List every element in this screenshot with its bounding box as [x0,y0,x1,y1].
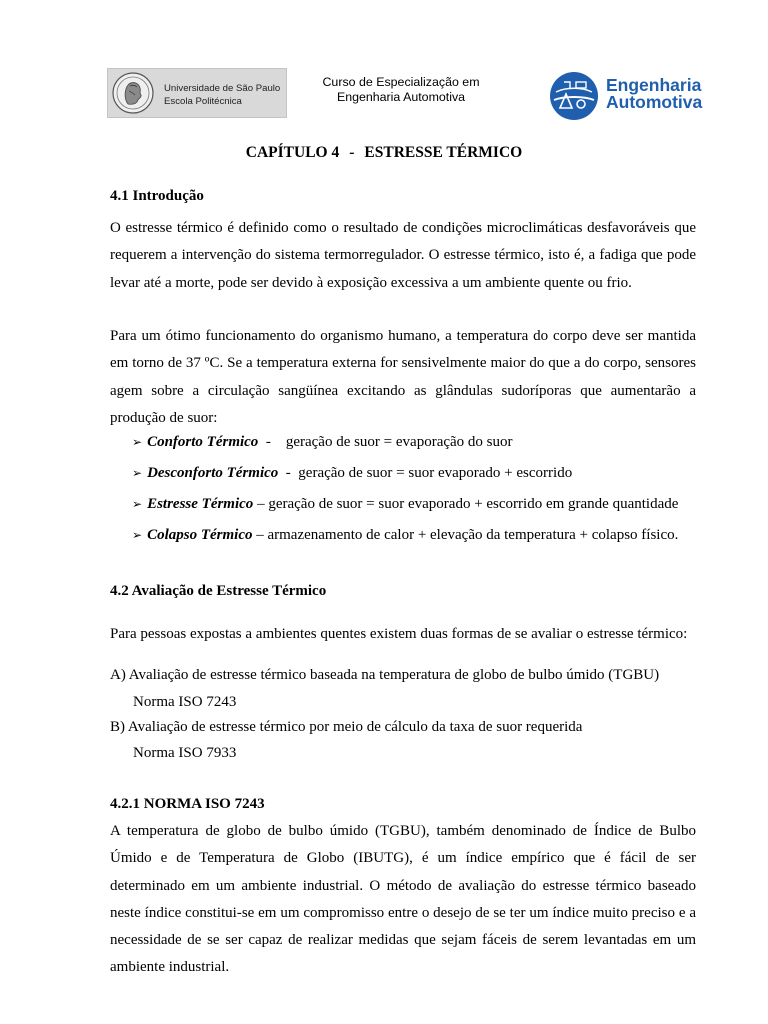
bullet-separator: – [252,527,268,543]
list-item-b-norm: Norma ISO 7933 [133,745,237,761]
chapter-title [0,144,768,162]
evaluation-intro: Para pessoas expostas a ambientes quentes existem duas formas de se avaliar o estresse térmico: [110,626,688,642]
engenharia-automotiva-logo-icon [548,70,600,122]
iso-7243-paragraph: A temperatura de globo de bulbo úmido (TGBU), também denominado de Índice de Bulbo Úmido e de Temperatura de Globo (IBUTG), é um índice empírico que é fácil de ser determinado em um ambiente industrial. O método de avaliação do estresse térmico baseado neste índice constitui-se em um compromisso entre o desejo de se ter um índice muito preciso e a necessidade de se ser capaz de realizar medidas que sejam fáceis de serem levantadas em um ambiente industrial. [110,823,696,976]
arrow-bullet-icon: ➢ [132,435,143,449]
course-line-2: Engenharia Automotiva [336,90,466,104]
logo-text [606,77,702,111]
intro-paragraph-2: Para um ótimo funcionamento do organismo humano, a temperatura do corpo deve ser mantida em torno de 37 ºC. Se a temperatura externa for sensivelmente maior do que a do corpo, sensores agem sobre a circulação sangüínea excitando as glândulas sudoríporas que aumentarão a produção de suor: [110,328,696,426]
bullet-text: geração de suor = suor evaporado + escorrido [298,465,573,481]
arrow-bullet-icon: ➢ [132,528,143,542]
usp-seal-icon [111,71,155,115]
logo-text-line-2: Automotiva [606,92,703,112]
bullet-item [132,525,678,545]
bullet-term: Conforto Térmico [147,434,259,450]
section-heading-4-1: 4.1 Introdução [110,188,204,204]
school-name: Escola Politécnica [164,96,242,107]
bullet-item [132,463,572,483]
arrow-bullet-icon: ➢ [132,466,143,480]
list-item-b: B) Avaliação de estresse térmico por meio de cálculo da taxa de suor requerida [110,719,583,735]
bullet-text: geração de suor = evaporação do suor [285,434,513,450]
bullet-separator: - [278,465,299,481]
bullet-item [132,494,678,514]
bullet-separator: – [253,496,269,512]
arrow-bullet-icon: ➢ [132,497,143,511]
course-title [296,75,506,105]
logo-text-line-1: Engenharia [606,75,702,95]
bullet-text: geração de suor = suor evaporado + escorrido em grande quantidade [268,496,679,512]
section-heading-4-2-1: 4.2.1 NORMA ISO 7243 [110,796,265,812]
usp-logo-box [107,68,287,118]
intro-paragraph-1: O estresse térmico é definido como o resultado de condições microclimáticas desfavoráveis que requerem a intervenção do sistema termorregulador. O estresse térmico, isto é, a fadiga que pode levar até a morte, pode ser devido à exposição excessiva a um ambiente quente ou frio. [110,220,696,291]
bullet-text: armazenamento de calor + elevação da temperatura + colapso físico. [267,527,679,543]
list-item-a-norm: Norma ISO 7243 [133,694,237,710]
bullet-item [132,432,513,452]
course-line-1: Curso de Especialização em [322,75,480,89]
chapter-name: ESTRESSE TÉRMICO [364,144,523,161]
list-item-a: A) Avaliação de estresse térmico baseada na temperatura de globo de bulbo úmido (TGBU) [110,667,660,683]
chapter-separator: - [349,144,355,161]
bullet-term: Colapso Térmico [147,527,253,543]
bullet-term: Desconforto Térmico [147,465,279,481]
chapter-label: CAPÍTULO 4 [245,144,340,161]
bullet-term: Estresse Térmico [147,496,254,512]
bullet-separator: - [258,434,286,450]
usp-text [164,82,280,108]
university-name: Universidade de São Paulo [164,83,281,94]
section-heading-4-2: 4.2 Avaliação de Estresse Térmico [110,583,327,599]
